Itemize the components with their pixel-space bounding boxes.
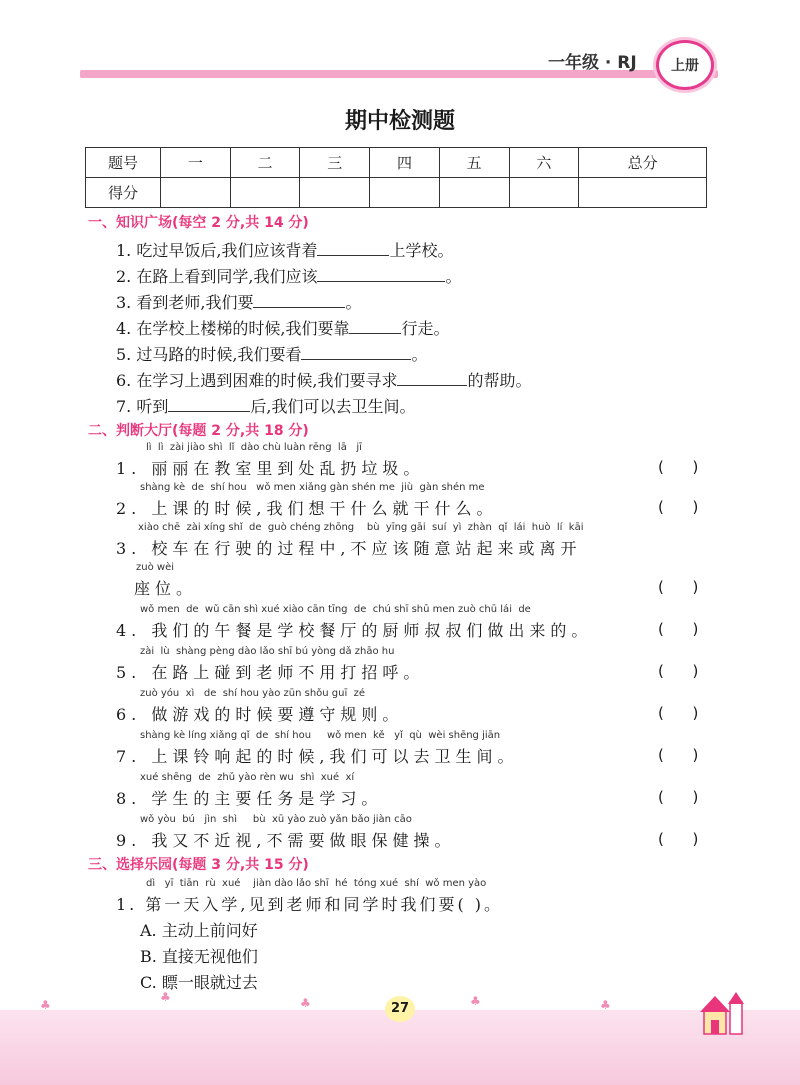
table-cell: 六 — [509, 148, 579, 178]
table-cell: 二 — [230, 148, 300, 178]
answer-blank[interactable] — [397, 369, 467, 386]
tf-question-1: 1. 丽丽在教室里到处乱扔垃圾。 — [116, 459, 425, 478]
question-text: 后,我们可以去卫生间。 — [250, 397, 416, 416]
question-text: 的帮助。 — [467, 371, 532, 390]
tf-question-3: 3. 校车在行驶的过程中,不应该随意站起来或离开 — [116, 539, 582, 558]
question-text: 行走。 — [401, 319, 450, 338]
answer-parentheses[interactable]: ( ) — [658, 620, 699, 638]
section-heading-1: 一、知识广场(每空 2 分,共 14 分) — [88, 215, 309, 231]
question-number: 6. — [116, 371, 132, 390]
answer-parentheses[interactable]: ( ) — [658, 704, 699, 722]
score-cell[interactable] — [579, 178, 707, 208]
fill-question-4 — [116, 316, 449, 339]
pinyin-line: xué shēng de zhǔ yào rèn wu shì xué xí — [140, 772, 355, 783]
pinyin-line: dì yī tiān rù xué jiàn dào lǎo shī hé tóng xué shí wǒ men yào — [146, 878, 487, 889]
score-table-score-row — [86, 178, 707, 208]
fill-question-2 — [116, 264, 461, 287]
question-number: 1. — [116, 241, 132, 260]
score-cell[interactable] — [230, 178, 300, 208]
pinyin-line: wǒ men de wǔ cān shì xué xiào cān tīng de chú shī shū men zuò chū lái de — [140, 604, 531, 615]
pinyin-line: shàng kè líng xiǎng qǐ de shí hou wǒ men kě yǐ qù wèi shēng jiān — [140, 730, 501, 741]
question-text: 过马路的时候,我们要看 — [136, 345, 302, 364]
question-text: 。 — [345, 293, 362, 312]
table-cell: 一 — [161, 148, 231, 178]
answer-parentheses[interactable]: ( ) — [658, 662, 699, 680]
pinyin-line: lì lì zài jiào shì lǐ dào chù luàn rēng lā jī — [146, 442, 362, 453]
question-text: 在学校上楼梯的时候,我们要靠 — [136, 319, 350, 338]
question-number: 3. — [116, 293, 132, 312]
question-number: 7. — [116, 397, 132, 416]
page-title: 期中检测题 — [344, 108, 455, 134]
score-cell[interactable] — [161, 178, 231, 208]
answer-blank[interactable] — [349, 317, 401, 334]
question-text: 听到 — [136, 397, 169, 416]
table-cell: 四 — [370, 148, 440, 178]
question-text: 吃过早饭后,我们应该背着 — [136, 241, 318, 260]
table-cell: 总分 — [579, 148, 707, 178]
answer-parentheses[interactable]: ( ) — [658, 830, 699, 848]
question-text: 。 — [445, 267, 462, 286]
sprout-icon: ♣ — [160, 990, 171, 1004]
pinyin-line: shàng kè de shí hou wǒ men xiǎng gàn shén me jiù gàn shén me — [140, 482, 485, 493]
question-number: 2. — [116, 267, 132, 286]
tf-question-2: 2. 上课的时候,我们想干什么就干什么。 — [116, 499, 498, 518]
table-cell: 三 — [300, 148, 370, 178]
pinyin-line: zài lù shàng pèng dào lǎo shī bú yòng dǎ zhāo hu — [140, 646, 395, 657]
house-icon — [690, 988, 750, 1038]
tf-question-9: 9. 我又不近视,不需要做眼保健操。 — [116, 831, 456, 850]
tf-question-6: 6. 做游戏的时候要遵守规则。 — [116, 705, 404, 724]
section-heading-2: 二、判断大厅(每题 2 分,共 18 分) — [88, 423, 309, 439]
pinyin-line: zuò wèi — [136, 562, 174, 573]
answer-blank[interactable] — [253, 291, 345, 308]
section-heading-3: 三、选择乐园(每题 3 分,共 15 分) — [88, 857, 309, 873]
fill-question-6 — [116, 368, 531, 391]
score-cell[interactable] — [439, 178, 509, 208]
option-a[interactable]: A. 主动上前问好 — [140, 921, 258, 940]
score-cell[interactable] — [370, 178, 440, 208]
table-cell: 题号 — [86, 148, 161, 178]
table-cell: 得分 — [86, 178, 161, 208]
grade-label: 一年级 · RJ — [548, 53, 637, 73]
question-number: 4. — [116, 319, 132, 338]
answer-parentheses[interactable]: ( ) — [658, 498, 699, 516]
option-c[interactable]: C. 瞟一眼就过去 — [140, 973, 258, 992]
answer-parentheses[interactable]: ( ) — [658, 746, 699, 764]
page-number: 27 — [385, 996, 415, 1022]
pinyin-line: zuò yóu xì de shí hou yào zūn shǒu guī zé — [140, 688, 366, 699]
answer-blank[interactable] — [168, 395, 250, 412]
volume-badge: 上册 — [656, 40, 714, 90]
tf-question-8: 8. 学生的主要任务是学习。 — [116, 789, 383, 808]
question-text: 。 — [411, 345, 428, 364]
question-text: 在路上看到同学,我们应该 — [136, 267, 318, 286]
question-number: 5. — [116, 345, 132, 364]
tf-question-3-continued: 座位。 — [134, 579, 198, 598]
answer-blank[interactable] — [301, 343, 411, 360]
score-cell[interactable] — [300, 178, 370, 208]
fill-question-7 — [116, 394, 415, 417]
answer-parentheses[interactable]: ( ) — [658, 458, 699, 476]
score-table-header-row — [86, 148, 707, 178]
sprout-icon: ♣ — [600, 998, 611, 1012]
tf-question-5: 5. 在路上碰到老师不用打招呼。 — [116, 663, 425, 682]
option-b[interactable]: B. 直接无视他们 — [140, 947, 258, 966]
answer-blank[interactable] — [317, 265, 445, 282]
fill-question-3 — [116, 290, 361, 313]
fill-question-1 — [116, 238, 453, 261]
answer-blank[interactable] — [317, 239, 389, 256]
sprout-icon: ♣ — [470, 994, 481, 1008]
score-cell[interactable] — [509, 178, 579, 208]
sprout-icon: ♣ — [40, 998, 51, 1012]
question-text: 上学校。 — [389, 241, 454, 260]
table-cell: 五 — [439, 148, 509, 178]
pinyin-line: xiào chē zài xíng shǐ de guò chéng zhōng bù yīng gāi suí yì zhàn qǐ lái huò lí kāi — [138, 522, 584, 533]
question-text: 在学习上遇到困难的时候,我们要寻求 — [136, 371, 398, 390]
tf-question-7: 7. 上课铃响起的时候,我们可以去卫生间。 — [116, 747, 519, 766]
answer-parentheses[interactable]: ( ) — [658, 578, 699, 596]
fill-question-5 — [116, 342, 427, 365]
answer-parentheses[interactable]: ( ) — [658, 788, 699, 806]
score-table — [85, 147, 707, 208]
tf-question-4: 4. 我们的午餐是学校餐厅的厨师叔叔们做出来的。 — [116, 621, 593, 640]
mc-question-1: 1. 第一天入学,见到老师和同学时我们要( )。 — [116, 895, 504, 914]
sprout-icon: ♣ — [300, 996, 311, 1010]
question-text: 看到老师,我们要 — [136, 293, 254, 312]
pinyin-line: wǒ yòu bú jìn shì bù xū yào zuò yǎn bǎo jiàn cāo — [140, 814, 412, 825]
